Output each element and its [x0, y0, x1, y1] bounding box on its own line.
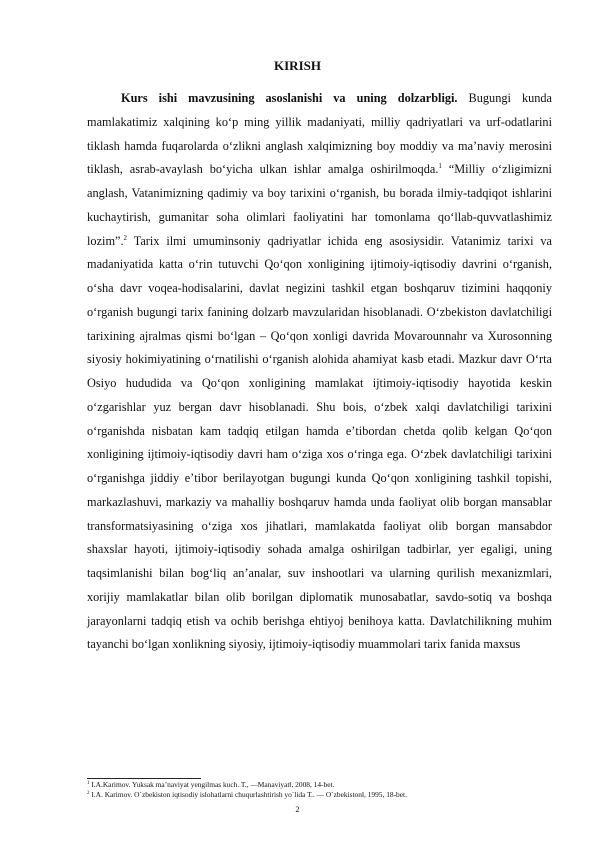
body-text-part1: Bugungi kunda mamlakatimiz xalqining koʻp ming yillik madaniyati, milliy qadriyatlari va urf-odatlarini tiklash hamda fuqarolarda oʻzlikni anglash xalqimizning boy moddiy va maʼnaviy merosini tiklash, asrab-avaylash boʻyicha ulkan ishlar amalga oshirilmoqda.	[87, 91, 553, 177]
footnote-2	[87, 790, 557, 800]
footnote-1	[87, 780, 557, 790]
body-paragraph	[87, 87, 552, 657]
lead-bold-heading: Kurs ishi mavzusining asoslanishi va uning dolzarbligi.	[121, 91, 458, 105]
footnote-number: 2	[87, 791, 90, 796]
body-text-part3: Tarix ilmi umuminsoniy qadriyatlar ichida eng asosiysidir. Vatanimiz tarixi va madaniyatida katta oʻrin tutuvchi Qoʻqon xonligining ijtimoiy-iqtisodiy davrini oʻrganish, oʻsha davr voqea-hodisalarini, davlat negizini tashkil etgan boshqaruv tizimini haqqoniy oʻrganish bugungi tarix fanining dolzarb mavzularidan hisoblanadi. Oʻzbekiston davlatchiligi tarixining ajralmas qismi boʻlgan – Qoʻqon xonligi davrida Movarounnahr va Xurosonning siyosiy hokimiyatining oʻrnatilishi oʻrganish alohida ahamiyat kasb etadi. Mazkur davr Oʻrta Osiyo hududida va Qoʻqon xonligining mamlakat ijtimoiy-iqtisodiy hayotida keskin oʻzgarishlar yuz bergan davr hisoblanadi. Shu bois, oʻzbek xalqi davlatchiligi tarixini oʻrganishda nisbatan kam tadqiq etilgan hamda eʼtibordan chetda qolib kelgan Qoʻqon xonligining ijtimoiy-iqtisodiy davri ham oʻziga xos oʻringa ega. Oʻzbek davlatchiligi tarixini oʻrganishga jiddiy eʼtibor berilayotgan bugungi kunda Qoʻqon xonligining tashkil topishi, markazlashuvi, markaziy va mahalliy boshqaruv hamda unda faoliyat olib borgan mansablar transformatsiyasining oʻziga xos jihatlari, mamlakatda faoliyat olib borgan mansabdor shaxslar hayoti, ijtimoiy-iqtisodiy sohada amalga oshirilgan tadbirlar, yer egaligi, uning taqsimlanishi bilan bogʻliq anʼanalar, suv inshootlari va ularning qurilish mexanizmlari, xorijiy mamlakatlar bilan olib borilgan diplomatik munosabatlar, savdo-sotiq va boshqa jarayonlarni tadqiq etish va ochib berishga ehtiyoj benihoya katta. Davlatchilikning muhim tayanchi boʻlgan xonlikning siyosiy, ijtimoiy-iqtisodiy muammolari tarix fanida maxsus	[87, 233, 552, 652]
footnote-text: I.A.Karimov. Yuksak ma’naviyat yengilmas kuch. T., —Manaviyat‖, 2008, 14-bet.	[89, 780, 335, 789]
body-text-quote: “Milliy oʻzligimizni anglash, Vatanimizning qadimiy va boy tarixini oʻrganish, bu borada ilmiy-tadqiqot ishlarini kuchaytirish, gumanitar soha olimlari faoliyatini har tomonlama qoʻllab-quvvatlashimiz lozim”.	[87, 162, 552, 248]
footnote-text: I.A. Karimov. O`zbekiston iqtisodiy islohatlarni chuqurlashtirish yo`lida T.. — O`zbekiston‖, 1995, 18-bet.	[89, 790, 407, 799]
footnote-divider	[87, 778, 201, 779]
footnote-ref-1[interactable]: 1	[438, 162, 442, 171]
footnote-number: 1	[87, 781, 90, 786]
page-number: 2	[295, 804, 300, 814]
footnote-ref-2[interactable]: 2	[123, 233, 128, 242]
page-title: KIRISH	[274, 58, 321, 73]
footnotes	[87, 780, 557, 800]
